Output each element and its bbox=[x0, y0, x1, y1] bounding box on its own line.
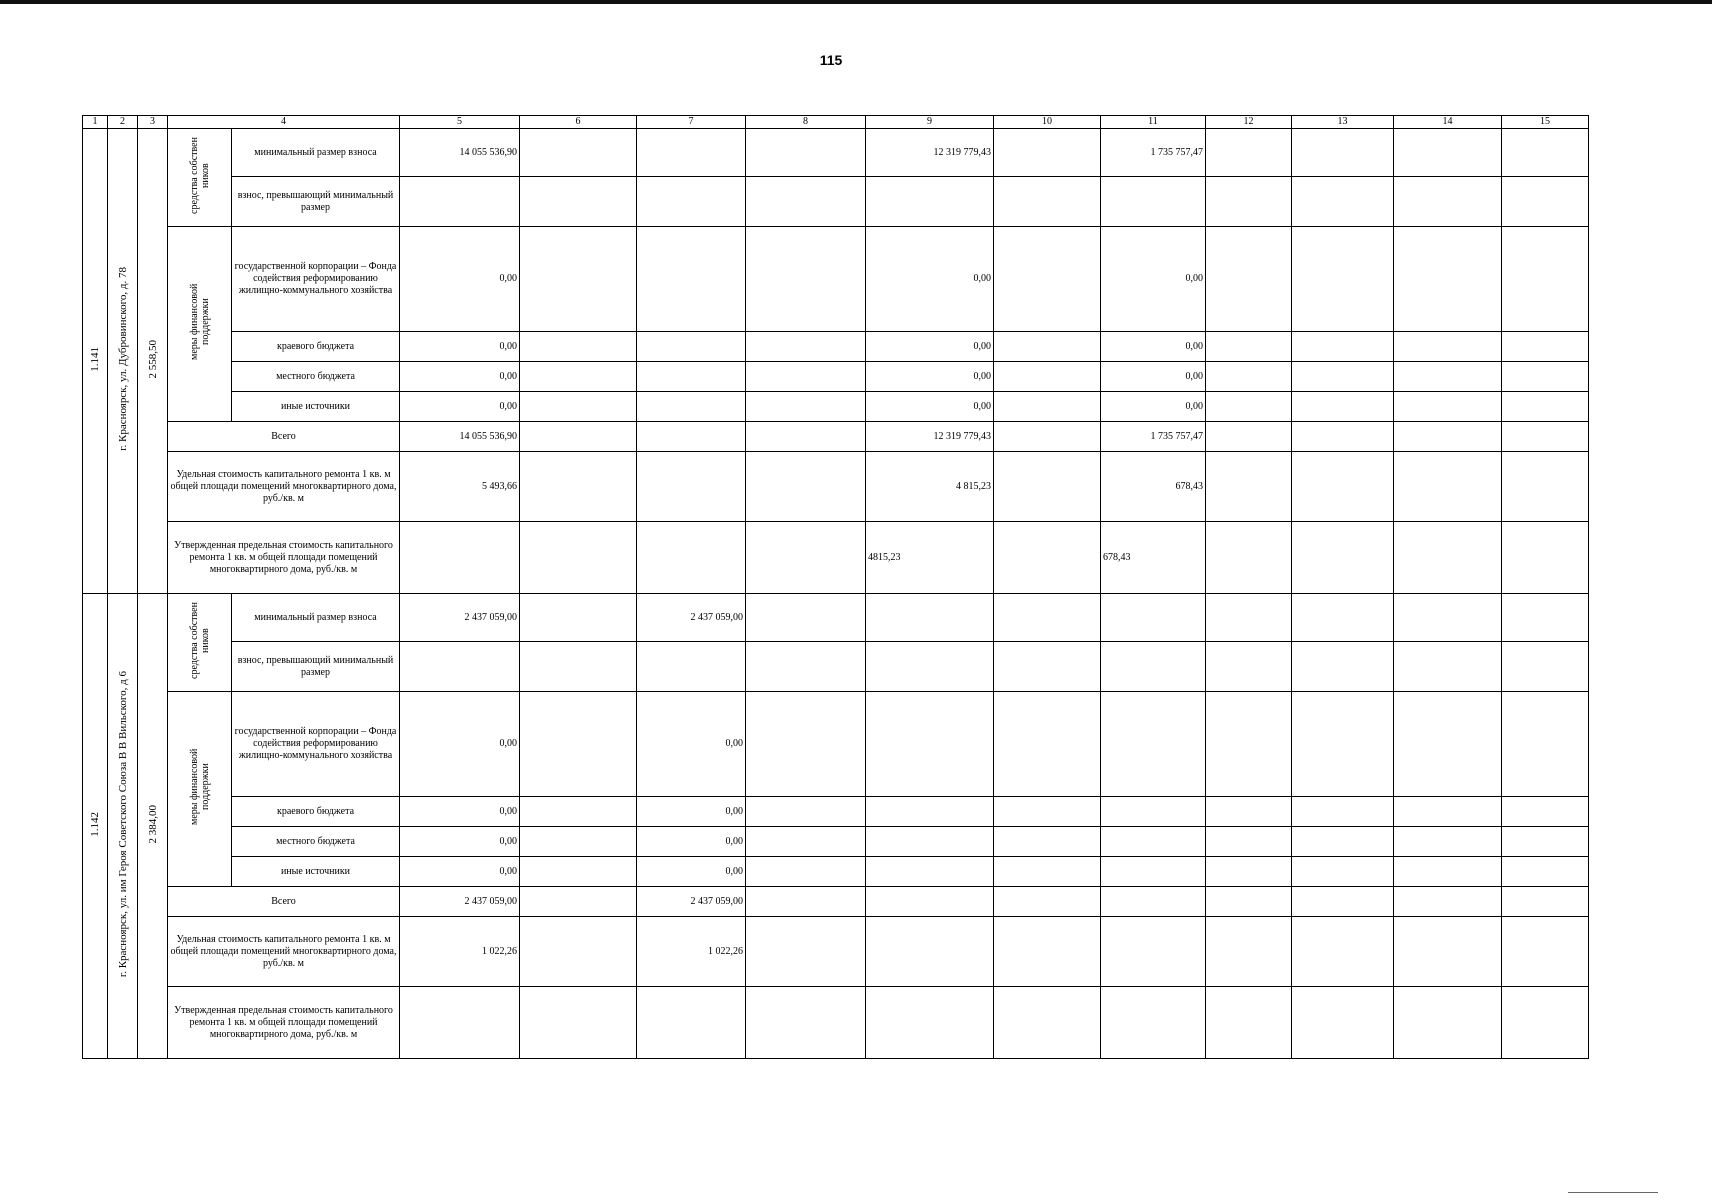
value-cell-col-13 bbox=[1292, 362, 1394, 392]
value-cell-col-13 bbox=[1292, 642, 1394, 692]
value-cell-col-13 bbox=[1292, 392, 1394, 422]
value-cell-col-12 bbox=[1206, 594, 1292, 642]
row-label-local-budget: местного бюджета bbox=[232, 362, 400, 392]
capital-repair-table bbox=[82, 115, 1589, 1059]
value-cell-col-5: 0,00 bbox=[400, 227, 520, 332]
value-cell-col-5: 0,00 bbox=[400, 392, 520, 422]
value-cell-col-8 bbox=[746, 332, 866, 362]
value-cell-col-7: 0,00 bbox=[637, 827, 746, 857]
value-cell-col-14 bbox=[1394, 917, 1502, 987]
value-cell-col-13 bbox=[1292, 857, 1394, 887]
value-cell-col-10 bbox=[994, 827, 1101, 857]
value-cell-col-9: 0,00 bbox=[866, 362, 994, 392]
value-cell-col-15 bbox=[1502, 987, 1589, 1059]
value-cell-col-14 bbox=[1394, 177, 1502, 227]
address-cell bbox=[108, 594, 138, 1059]
value-cell-col-9 bbox=[866, 692, 994, 797]
value-cell-col-11 bbox=[1101, 857, 1206, 887]
value-cell-col-14 bbox=[1394, 887, 1502, 917]
value-cell-col-12 bbox=[1206, 522, 1292, 594]
value-cell-col-7 bbox=[637, 332, 746, 362]
header-col-13: 13 bbox=[1292, 116, 1394, 129]
value-cell-col-11: 678,43 bbox=[1101, 522, 1206, 594]
value-cell-col-11: 678,43 bbox=[1101, 452, 1206, 522]
row-label-regional-budget: краевого бюджета bbox=[232, 332, 400, 362]
table-row bbox=[83, 362, 1589, 392]
value-cell-col-10 bbox=[994, 692, 1101, 797]
group-label: средства собствен ников bbox=[188, 602, 211, 679]
table-row bbox=[83, 642, 1589, 692]
value-cell-col-9: 4815,23 bbox=[866, 522, 994, 594]
value-cell-col-7 bbox=[637, 129, 746, 177]
value-cell-col-9: 0,00 bbox=[866, 392, 994, 422]
value-cell-col-7 bbox=[637, 522, 746, 594]
value-cell-col-10 bbox=[994, 422, 1101, 452]
value-cell-col-6 bbox=[520, 392, 637, 422]
value-cell-col-12 bbox=[1206, 987, 1292, 1059]
row-label-approved-limit: Утвержденная предельная стоимость капитального ремонта 1 кв. м общей площади помещений многоквартирного дома, руб./кв. м bbox=[168, 522, 400, 594]
value-cell-col-5 bbox=[400, 642, 520, 692]
header-col-5: 5 bbox=[400, 116, 520, 129]
value-cell-col-15 bbox=[1502, 392, 1589, 422]
value-cell-col-12 bbox=[1206, 362, 1292, 392]
top-scan-border bbox=[0, 0, 1712, 4]
value-cell-col-11 bbox=[1101, 797, 1206, 827]
value-cell-col-12 bbox=[1206, 129, 1292, 177]
value-cell-col-14 bbox=[1394, 692, 1502, 797]
value-cell-col-9 bbox=[866, 887, 994, 917]
value-cell-col-13 bbox=[1292, 332, 1394, 362]
value-cell-col-6 bbox=[520, 642, 637, 692]
value-cell-col-10 bbox=[994, 642, 1101, 692]
value-cell-col-13 bbox=[1292, 422, 1394, 452]
address: г. Красноярск, ул. им Героя Советского Союза В В Вильского, д 6 bbox=[116, 670, 129, 978]
value-cell-col-14 bbox=[1394, 797, 1502, 827]
value-cell-col-6 bbox=[520, 987, 637, 1059]
value-cell-col-9 bbox=[866, 797, 994, 827]
value-cell-col-14 bbox=[1394, 827, 1502, 857]
value-cell-col-15 bbox=[1502, 522, 1589, 594]
group-label-support-group bbox=[168, 692, 232, 887]
value-cell-col-10 bbox=[994, 522, 1101, 594]
value-cell-col-13 bbox=[1292, 827, 1394, 857]
value-cell-col-5: 5 493,66 bbox=[400, 452, 520, 522]
scan-mark bbox=[1568, 1192, 1658, 1195]
value-cell-col-10 bbox=[994, 917, 1101, 987]
value-cell-col-7 bbox=[637, 422, 746, 452]
value-cell-col-8 bbox=[746, 422, 866, 452]
value-cell-col-12 bbox=[1206, 452, 1292, 522]
value-cell-col-10 bbox=[994, 392, 1101, 422]
value-cell-col-13 bbox=[1292, 797, 1394, 827]
row-label-unit-cost: Удельная стоимость капитального ремонта 1 кв. м общей площади помещений многоквартирного дома, руб./кв. м bbox=[168, 917, 400, 987]
table-row bbox=[83, 452, 1589, 522]
address-cell bbox=[108, 129, 138, 594]
value-cell-col-12 bbox=[1206, 797, 1292, 827]
value-cell-col-8 bbox=[746, 594, 866, 642]
group-label-support-group bbox=[168, 227, 232, 422]
value-cell-col-6 bbox=[520, 227, 637, 332]
value-cell-col-14 bbox=[1394, 129, 1502, 177]
value-cell-col-10 bbox=[994, 332, 1101, 362]
value-cell-col-6 bbox=[520, 827, 637, 857]
value-cell-col-6 bbox=[520, 857, 637, 887]
value-cell-col-12 bbox=[1206, 887, 1292, 917]
value-cell-col-7 bbox=[637, 392, 746, 422]
value-cell-col-7: 2 437 059,00 bbox=[637, 594, 746, 642]
value-cell-col-6 bbox=[520, 177, 637, 227]
value-cell-col-9 bbox=[866, 177, 994, 227]
value-cell-col-9 bbox=[866, 827, 994, 857]
value-cell-col-11 bbox=[1101, 642, 1206, 692]
value-cell-col-15 bbox=[1502, 452, 1589, 522]
value-cell-col-9: 0,00 bbox=[866, 332, 994, 362]
value-cell-col-8 bbox=[746, 692, 866, 797]
row-label-other-sources: иные источники bbox=[232, 392, 400, 422]
value-cell-col-9 bbox=[866, 917, 994, 987]
table-row bbox=[83, 522, 1589, 594]
value-cell-col-6 bbox=[520, 692, 637, 797]
table-row bbox=[83, 857, 1589, 887]
value-cell-col-12 bbox=[1206, 332, 1292, 362]
value-cell-col-8 bbox=[746, 797, 866, 827]
value-cell-col-8 bbox=[746, 827, 866, 857]
value-cell-col-15 bbox=[1502, 797, 1589, 827]
area: 2 384,00 bbox=[146, 804, 159, 844]
value-cell-col-7 bbox=[637, 452, 746, 522]
value-cell-col-8 bbox=[746, 642, 866, 692]
value-cell-col-8 bbox=[746, 987, 866, 1059]
value-cell-col-5: 0,00 bbox=[400, 827, 520, 857]
value-cell-col-15 bbox=[1502, 857, 1589, 887]
header-col-8: 8 bbox=[746, 116, 866, 129]
value-cell-col-9: 12 319 779,43 bbox=[866, 422, 994, 452]
value-cell-col-8 bbox=[746, 392, 866, 422]
row-label-unit-cost: Удельная стоимость капитального ремонта 1 кв. м общей площади помещений многоквартирного дома, руб./кв. м bbox=[168, 452, 400, 522]
group-label-owners-group bbox=[168, 129, 232, 227]
value-cell-col-7: 1 022,26 bbox=[637, 917, 746, 987]
value-cell-col-11 bbox=[1101, 827, 1206, 857]
value-cell-col-6 bbox=[520, 129, 637, 177]
value-cell-col-10 bbox=[994, 797, 1101, 827]
value-cell-col-12 bbox=[1206, 177, 1292, 227]
value-cell-col-14 bbox=[1394, 987, 1502, 1059]
header-col-4: 4 bbox=[168, 116, 400, 129]
value-cell-col-5 bbox=[400, 987, 520, 1059]
value-cell-col-6 bbox=[520, 332, 637, 362]
value-cell-col-8 bbox=[746, 452, 866, 522]
value-cell-col-11 bbox=[1101, 917, 1206, 987]
value-cell-col-12 bbox=[1206, 392, 1292, 422]
value-cell-col-7 bbox=[637, 227, 746, 332]
row-label-exceed-contribution: взнос, превышающий минимальный размер bbox=[232, 177, 400, 227]
value-cell-col-10 bbox=[994, 129, 1101, 177]
value-cell-col-15 bbox=[1502, 362, 1589, 392]
value-cell-col-10 bbox=[994, 227, 1101, 332]
value-cell-col-11: 1 735 757,47 bbox=[1101, 422, 1206, 452]
table-row bbox=[83, 692, 1589, 797]
value-cell-col-8 bbox=[746, 362, 866, 392]
value-cell-col-11 bbox=[1101, 887, 1206, 917]
value-cell-col-10 bbox=[994, 887, 1101, 917]
value-cell-col-8 bbox=[746, 177, 866, 227]
value-cell-col-8 bbox=[746, 129, 866, 177]
value-cell-col-13 bbox=[1292, 129, 1394, 177]
header-col-9: 9 bbox=[866, 116, 994, 129]
value-cell-col-11: 0,00 bbox=[1101, 332, 1206, 362]
table-row bbox=[83, 987, 1589, 1059]
value-cell-col-13 bbox=[1292, 917, 1394, 987]
row-number: 1.141 bbox=[89, 346, 101, 372]
value-cell-col-5: 2 437 059,00 bbox=[400, 594, 520, 642]
row-label-approved-limit: Утвержденная предельная стоимость капитального ремонта 1 кв. м общей площади помещений многоквартирного дома, руб./кв. м bbox=[168, 987, 400, 1059]
header-col-6: 6 bbox=[520, 116, 637, 129]
value-cell-col-11 bbox=[1101, 987, 1206, 1059]
value-cell-col-7: 0,00 bbox=[637, 797, 746, 827]
value-cell-col-8 bbox=[746, 917, 866, 987]
value-cell-col-14 bbox=[1394, 392, 1502, 422]
table-row bbox=[83, 797, 1589, 827]
group-label-owners-group bbox=[168, 594, 232, 692]
value-cell-col-13 bbox=[1292, 177, 1394, 227]
row-label-min-contribution: минимальный размер взноса bbox=[232, 129, 400, 177]
header-col-14: 14 bbox=[1394, 116, 1502, 129]
value-cell-col-9 bbox=[866, 642, 994, 692]
value-cell-col-7 bbox=[637, 987, 746, 1059]
value-cell-col-5: 1 022,26 bbox=[400, 917, 520, 987]
page-number: 115 bbox=[819, 52, 843, 68]
value-cell-col-15 bbox=[1502, 227, 1589, 332]
value-cell-col-13 bbox=[1292, 692, 1394, 797]
value-cell-col-12 bbox=[1206, 227, 1292, 332]
value-cell-col-15 bbox=[1502, 827, 1589, 857]
value-cell-col-9: 0,00 bbox=[866, 227, 994, 332]
header-col-3: 3 bbox=[138, 116, 168, 129]
value-cell-col-10 bbox=[994, 857, 1101, 887]
value-cell-col-14 bbox=[1394, 332, 1502, 362]
value-cell-col-5 bbox=[400, 177, 520, 227]
row-label-min-contribution: минимальный размер взноса bbox=[232, 594, 400, 642]
value-cell-col-15 bbox=[1502, 642, 1589, 692]
address: г. Красноярск, ул. Дубровинского, д. 78 bbox=[116, 267, 129, 451]
value-cell-col-8 bbox=[746, 227, 866, 332]
value-cell-col-12 bbox=[1206, 857, 1292, 887]
value-cell-col-11: 0,00 bbox=[1101, 362, 1206, 392]
row-label-total: Всего bbox=[168, 422, 400, 452]
value-cell-col-15 bbox=[1502, 594, 1589, 642]
value-cell-col-6 bbox=[520, 797, 637, 827]
row-label-state-corp: государственной корпорации – Фонда содействия реформированию жилищно-коммунального хозяйства bbox=[232, 227, 400, 332]
value-cell-col-12 bbox=[1206, 827, 1292, 857]
value-cell-col-14 bbox=[1394, 422, 1502, 452]
value-cell-col-5: 0,00 bbox=[400, 332, 520, 362]
header-col-7: 7 bbox=[637, 116, 746, 129]
value-cell-col-6 bbox=[520, 362, 637, 392]
value-cell-col-5: 0,00 bbox=[400, 692, 520, 797]
value-cell-col-11 bbox=[1101, 594, 1206, 642]
value-cell-col-9: 4 815,23 bbox=[866, 452, 994, 522]
value-cell-col-7: 0,00 bbox=[637, 692, 746, 797]
value-cell-col-15 bbox=[1502, 177, 1589, 227]
value-cell-col-11: 0,00 bbox=[1101, 392, 1206, 422]
value-cell-col-9 bbox=[866, 987, 994, 1059]
value-cell-col-5 bbox=[400, 522, 520, 594]
value-cell-col-11: 1 735 757,47 bbox=[1101, 129, 1206, 177]
row-label-total: Всего bbox=[168, 887, 400, 917]
row-number: 1.142 bbox=[89, 811, 101, 837]
value-cell-col-5: 14 055 536,90 bbox=[400, 422, 520, 452]
value-cell-col-6 bbox=[520, 422, 637, 452]
value-cell-col-6 bbox=[520, 452, 637, 522]
value-cell-col-14 bbox=[1394, 522, 1502, 594]
group-label: меры финансовой поддержки bbox=[188, 748, 211, 826]
table-row bbox=[83, 332, 1589, 362]
value-cell-col-9: 12 319 779,43 bbox=[866, 129, 994, 177]
value-cell-col-15 bbox=[1502, 887, 1589, 917]
value-cell-col-14 bbox=[1394, 452, 1502, 522]
value-cell-col-5: 0,00 bbox=[400, 857, 520, 887]
value-cell-col-7 bbox=[637, 362, 746, 392]
value-cell-col-11: 0,00 bbox=[1101, 227, 1206, 332]
table-row bbox=[83, 827, 1589, 857]
area-cell bbox=[138, 594, 168, 1059]
table-row bbox=[83, 177, 1589, 227]
value-cell-col-5: 14 055 536,90 bbox=[400, 129, 520, 177]
value-cell-col-15 bbox=[1502, 129, 1589, 177]
value-cell-col-13 bbox=[1292, 887, 1394, 917]
value-cell-col-8 bbox=[746, 887, 866, 917]
value-cell-col-6 bbox=[520, 522, 637, 594]
table-row bbox=[83, 594, 1589, 642]
value-cell-col-11 bbox=[1101, 177, 1206, 227]
group-label: средства собствен ников bbox=[188, 137, 211, 214]
value-cell-col-12 bbox=[1206, 917, 1292, 987]
header-col-1: 1 bbox=[83, 116, 108, 129]
value-cell-col-9 bbox=[866, 594, 994, 642]
row-label-state-corp: государственной корпорации – Фонда содействия реформированию жилищно-коммунального хозяйства bbox=[232, 692, 400, 797]
header-col-2: 2 bbox=[108, 116, 138, 129]
value-cell-col-13 bbox=[1292, 227, 1394, 332]
table-row bbox=[83, 887, 1589, 917]
value-cell-col-15 bbox=[1502, 422, 1589, 452]
row-number-cell bbox=[83, 594, 108, 1059]
value-cell-col-7 bbox=[637, 642, 746, 692]
table-row bbox=[83, 227, 1589, 332]
row-label-regional-budget: краевого бюджета bbox=[232, 797, 400, 827]
value-cell-col-15 bbox=[1502, 692, 1589, 797]
header-col-10: 10 bbox=[994, 116, 1101, 129]
value-cell-col-8 bbox=[746, 857, 866, 887]
area-cell bbox=[138, 129, 168, 594]
header-row bbox=[83, 116, 1589, 129]
value-cell-col-14 bbox=[1394, 227, 1502, 332]
value-cell-col-14 bbox=[1394, 857, 1502, 887]
header-col-12: 12 bbox=[1206, 116, 1292, 129]
value-cell-col-9 bbox=[866, 857, 994, 887]
table-row bbox=[83, 129, 1589, 177]
value-cell-col-12 bbox=[1206, 642, 1292, 692]
value-cell-col-12 bbox=[1206, 692, 1292, 797]
row-label-other-sources: иные источники bbox=[232, 857, 400, 887]
table-row bbox=[83, 392, 1589, 422]
value-cell-col-8 bbox=[746, 522, 866, 594]
value-cell-col-10 bbox=[994, 987, 1101, 1059]
value-cell-col-6 bbox=[520, 594, 637, 642]
area: 2 558,50 bbox=[146, 339, 159, 379]
value-cell-col-7: 0,00 bbox=[637, 857, 746, 887]
value-cell-col-14 bbox=[1394, 642, 1502, 692]
value-cell-col-6 bbox=[520, 917, 637, 987]
value-cell-col-7: 2 437 059,00 bbox=[637, 887, 746, 917]
row-number-cell bbox=[83, 129, 108, 594]
value-cell-col-7 bbox=[637, 177, 746, 227]
table-row bbox=[83, 422, 1589, 452]
value-cell-col-10 bbox=[994, 594, 1101, 642]
header-col-15: 15 bbox=[1502, 116, 1589, 129]
value-cell-col-10 bbox=[994, 452, 1101, 522]
row-label-exceed-contribution: взнос, превышающий минимальный размер bbox=[232, 642, 400, 692]
value-cell-col-14 bbox=[1394, 362, 1502, 392]
value-cell-col-6 bbox=[520, 887, 637, 917]
value-cell-col-10 bbox=[994, 362, 1101, 392]
value-cell-col-11 bbox=[1101, 692, 1206, 797]
value-cell-col-13 bbox=[1292, 452, 1394, 522]
table-row bbox=[83, 917, 1589, 987]
value-cell-col-5: 2 437 059,00 bbox=[400, 887, 520, 917]
value-cell-col-13 bbox=[1292, 594, 1394, 642]
value-cell-col-13 bbox=[1292, 987, 1394, 1059]
value-cell-col-12 bbox=[1206, 422, 1292, 452]
header-col-11: 11 bbox=[1101, 116, 1206, 129]
value-cell-col-5: 0,00 bbox=[400, 797, 520, 827]
value-cell-col-15 bbox=[1502, 917, 1589, 987]
value-cell-col-15 bbox=[1502, 332, 1589, 362]
group-label: меры финансовой поддержки bbox=[188, 283, 211, 361]
value-cell-col-13 bbox=[1292, 522, 1394, 594]
row-label-local-budget: местного бюджета bbox=[232, 827, 400, 857]
value-cell-col-10 bbox=[994, 177, 1101, 227]
value-cell-col-14 bbox=[1394, 594, 1502, 642]
value-cell-col-5: 0,00 bbox=[400, 362, 520, 392]
